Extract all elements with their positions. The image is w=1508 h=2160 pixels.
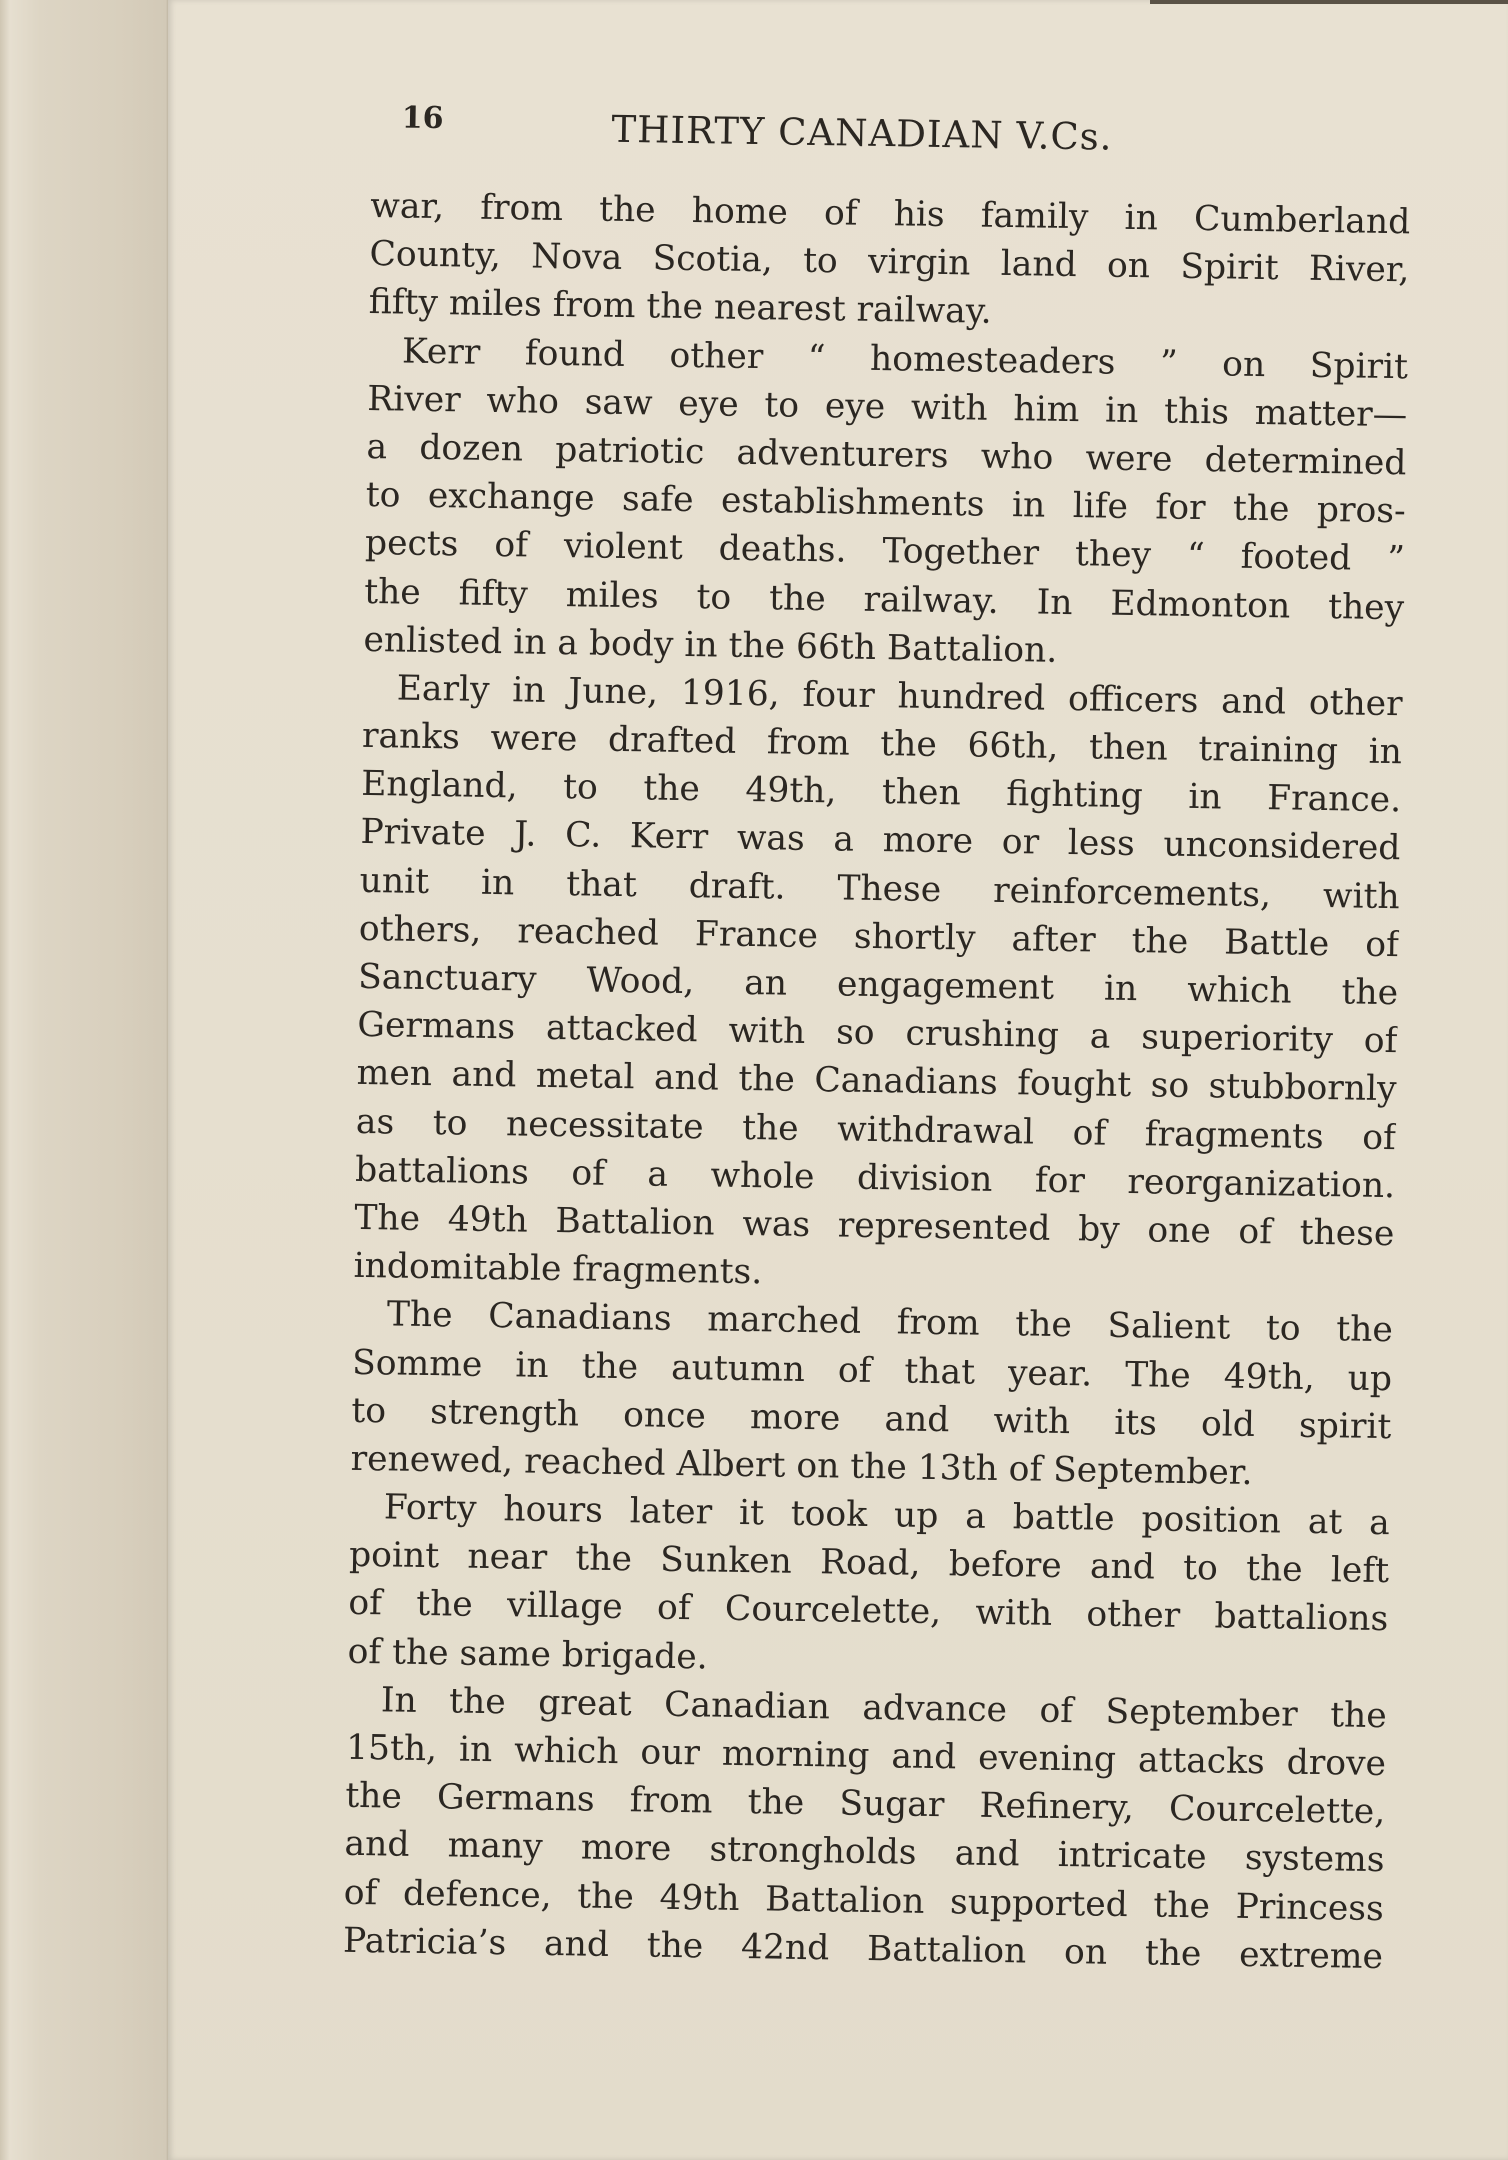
running-title: THIRTY CANADIAN V.Cs. [611,107,1113,159]
text-line: the fifty miles to the railway. In Edmonton they [363,571,1405,628]
text-line: enlisted in a body in the 66th Battalion. [363,619,1058,671]
page-top-edge [1150,0,1508,4]
text-line: 15th, in which our morning and evening attacks drove [345,1727,1387,1785]
text-line: The 49th Battalion was represented by one of these [354,1197,1395,1255]
text-line: battalions of a whole division for reorganization. [354,1149,1396,1206]
text-line: of defence, the 49th Battalion supported the Princess [343,1872,1385,1929]
text-line: Kerr found other “ homesteaders ” on Spirit [401,331,1409,387]
text-line: Private J. C. Kerr was a more or less unconsidered [360,812,1401,869]
text-line: the Germans from the Sugar Refinery, Courcelette, [345,1775,1386,1833]
text-line: a dozen patriotic adventurers who were determined [366,426,1407,484]
text-line: Germans attacked with so crushing a superiority of [357,1005,1398,1062]
text-line: of the same brigade. [347,1631,708,1678]
text-line: as to necessitate the withdrawal of fragments of [355,1101,1397,1158]
text-line: Somme in the autumn of that year. The 49th, up [351,1342,1393,1399]
text-line: Sanctuary Wood, an engagement in which the [357,956,1399,1014]
text-line: and many more strongholds and intricate systems [344,1824,1385,1881]
text-line: others, reached France shortly after the Battle of [358,908,1400,966]
text-line: In the great Canadian advance of September the [380,1680,1388,1736]
page-text-block [343,100,1442,1982]
text-line: Forty hours later it took up a battle position at a [383,1487,1391,1544]
text-line: to exchange safe establishments in life for the pros- [365,475,1406,532]
text-line: war, from the home of his family in Cumberland [370,185,1411,243]
page-number: 16 [401,100,444,137]
text-line: England, to the 49th, then fighting in France. [360,764,1402,821]
text-line: point near the Sunken Road, before and to the left [348,1535,1390,1592]
body-text [343,182,1441,1982]
text-line: to strength once more and with its old spirit [351,1390,1392,1447]
text-line: renewed, reached Albert on the 13th of September. [350,1438,1253,1493]
text-line: indomitable fragments. [353,1245,763,1293]
text-line: unit in that draft. These reinforcements, with [359,860,1400,917]
text-line: pects of violent deaths. Together they “ footed ” [364,523,1406,580]
text-line: fifty miles from the nearest railway. [368,282,992,333]
page-header [371,100,1442,199]
text-line: The Canadians marched from the Salient to the [386,1294,1394,1351]
text-line: Patricia’s and the 42nd Battalion on the extreme [342,1920,1384,1977]
text-line: of the village of Courcelette, with other battalions [348,1583,1389,1640]
text-line: County, Nova Scotia, to virgin land on Spirit River, [369,234,1410,291]
text-line: Early in June, 1916, four hundred officers and other [396,668,1403,725]
text-line: River who saw eye to eye with him in this matter— [366,378,1408,436]
book-binding-edge [0,0,168,2160]
text-line: men and metal and the Canadians fought so stubbornly [356,1053,1397,1110]
text-line: ranks were drafted from the 66th, then training in [361,715,1403,773]
